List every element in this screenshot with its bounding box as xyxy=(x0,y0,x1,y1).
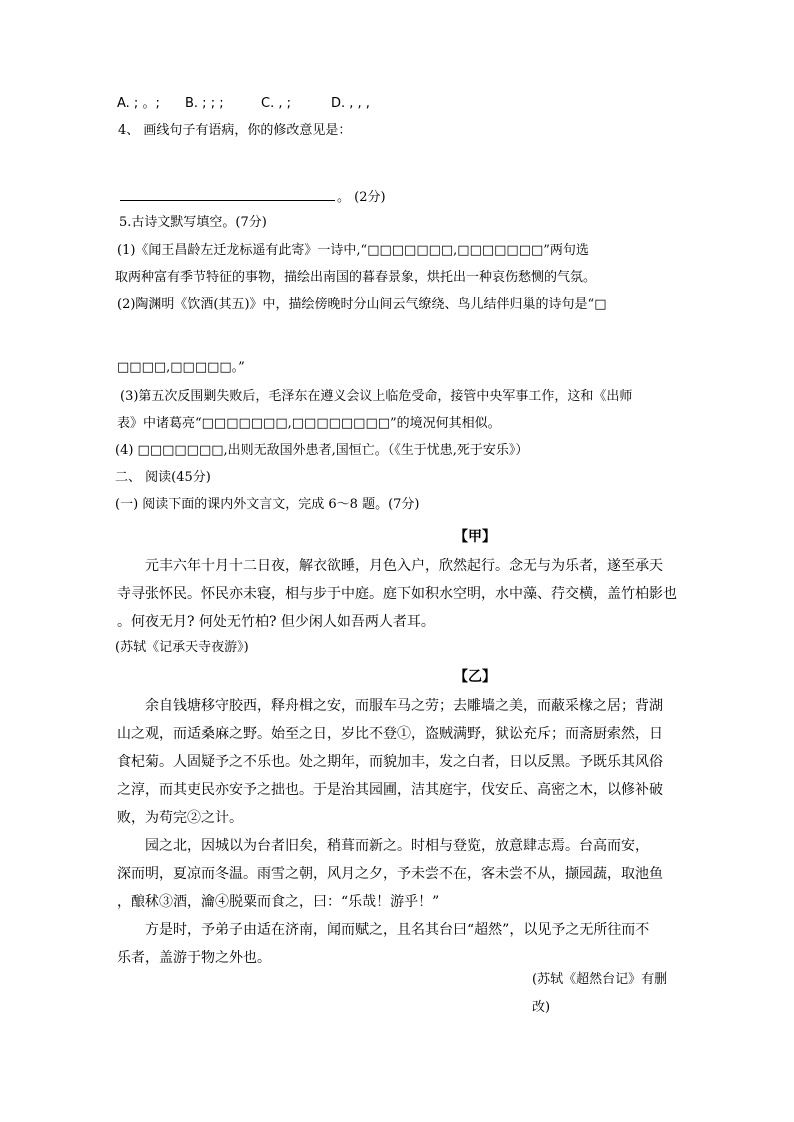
passage-yi-heading: 【乙】 xyxy=(454,669,496,685)
q5-item2-line1: (2)陶渊明《饮酒(其五)》中，描绘傍晚时分山间云气缭绕、鸟儿结伴归巢的诗句是“□ xyxy=(117,297,607,312)
yi-p1-line-2: 山之观，而适桑麻之野。始至之日，岁比不登①，盗贼满野，狱讼充斥；而斋厨索然，日 xyxy=(117,726,663,742)
question-5-title: 5.古诗文默写填空。(7分) xyxy=(119,215,267,230)
passage-yi-source-line-1: (苏轼《超然台记》有删 xyxy=(532,972,668,987)
yi-p1-line-1: 余自钱塘移守胶西，释舟楫之安，而服车马之劳；去雕墙之美，而蔽采椽之居；背湖 xyxy=(145,698,663,714)
yi-p1-line-3: 食杞菊。人固疑予之不乐也。处之期年，而貌加丰，发之白者，日以反黑。予既乐其风俗 xyxy=(117,754,663,770)
yi-p3-line-1: 方是时，予弟子由适在济南，闻而赋之，且名其台曰“超然”，以见予之无所往而不 xyxy=(145,922,650,938)
question-4-answer-line xyxy=(120,188,386,207)
question-4: 4、 画线句子有语病，你的修改意见是： xyxy=(118,123,352,138)
yi-p2-line-2: 深而明，夏凉而冬温。雨雪之朝，风月之夕，予未尝不在，客未尝不从，撷园蔬，取池鱼 xyxy=(117,866,663,882)
answer-options xyxy=(117,95,370,113)
yi-p3-line-2: 乐者，盖游于物之外也。 xyxy=(117,950,271,966)
passage-yi-para-3 xyxy=(117,916,687,972)
q5-item1-line2: 取两种富有季节特征的事物，描绘出南国的暮春景象，烘托出一种哀伤愁恻的气氛。 xyxy=(115,270,597,285)
option-d: D. , , , xyxy=(331,96,370,111)
passage-yi-para-2 xyxy=(117,832,687,916)
q5-item2-line2: □□□□,□□□□□。” xyxy=(117,360,245,375)
section-2-title: 二、 阅读(45分) xyxy=(115,470,211,485)
jia-line-1: 元丰六年十月十二日夜，解衣欲睡，月色入户，欣然起行。念无与为乐者，遂至承天 xyxy=(145,558,663,574)
q5-item3-line2: 表》中诸葛亮“□□□□□□□,□□□□□□□□”的境况何其相似。 xyxy=(117,416,501,431)
answer-blank xyxy=(120,188,335,201)
passage-jia xyxy=(117,552,687,636)
yi-p2-line-3: ，酿秫③酒，瀹④脱粟而食之，曰：“乐哉！游乎！” xyxy=(117,894,440,910)
q5-item3-line1: (3)第五次反围剿失败后，毛泽东在遵义会议上临危受命，接管中央军事工作，这和《出师 xyxy=(120,389,633,404)
question-4-score: 。 (2分) xyxy=(337,190,386,205)
passage-yi-para-1 xyxy=(117,692,687,832)
q5-item4: (4) □□□□□□□,出则无敌国外患者,国恒亡。（《生于忧患,死于安乐》） xyxy=(115,443,529,458)
yi-p2-line-1: 园之北，因城以为台者旧矣，稍葺而新之。时相与登览，放意肆志焉。台高而安， xyxy=(145,838,649,854)
jia-line-2: 寺寻张怀民。怀民亦未寝，相与步于中庭。庭下如积水空明，水中藻、荇交横，盖竹柏影也 xyxy=(117,586,677,602)
q5-item1-line1: (1)《闻王昌龄左迁龙标遥有此寄》一诗中,“□□□□□□□,□□□□□□□”两句选 xyxy=(117,243,589,258)
option-a: A. ; 。; xyxy=(117,96,160,111)
passage-jia-source: (苏轼《记承天寺夜游》) xyxy=(115,640,249,655)
passage-yi-source-line-2: 改) xyxy=(532,1000,551,1015)
option-c: C. , ; xyxy=(261,96,291,111)
option-b: B. ; ; ; xyxy=(185,96,224,111)
passage-jia-heading: 【甲】 xyxy=(454,529,496,545)
yi-p1-line-5: 败，为苟完②之计。 xyxy=(117,810,243,826)
jia-line-3: 。何夜无月? 何处无竹柏? 但少闲人如吾两人者耳。 xyxy=(117,614,435,630)
section-2-sub1: (一) 阅读下面的课内外文言文，完成 6～8 题。(7分) xyxy=(115,497,420,512)
yi-p1-line-4: 之淳，而其吏民亦安予之拙也。于是治其园圃，洁其庭宇，伐安丘、高密之木，以修补破 xyxy=(117,782,663,798)
